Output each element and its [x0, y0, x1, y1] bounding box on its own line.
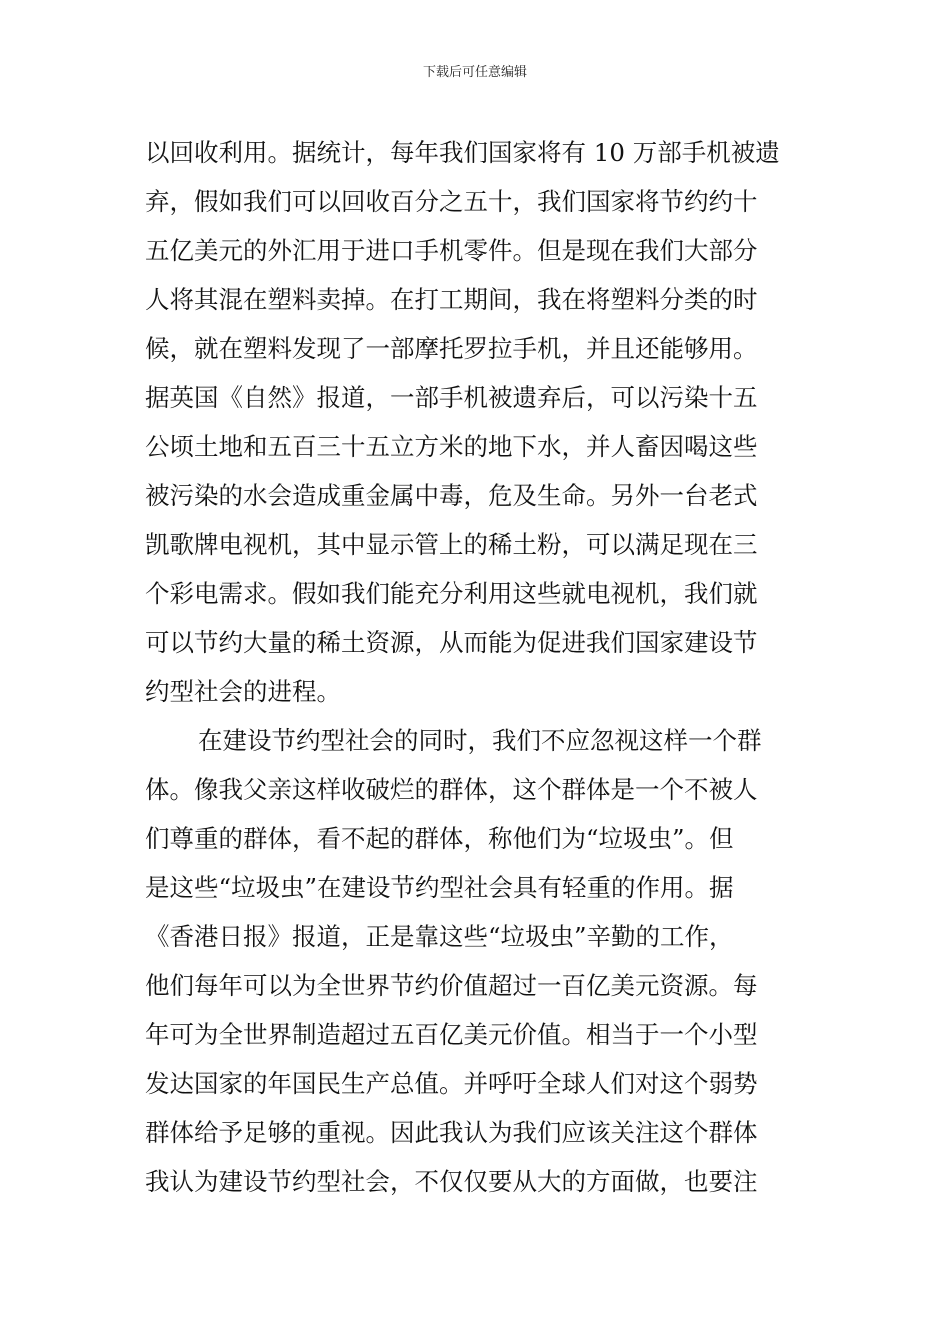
- text-line: 五亿美元的外汇用于进口手机零件。但是现在我们大部分: [145, 236, 758, 265]
- text-line: 他们每年可以为全世界节约价值超过一百亿美元资源。每: [145, 971, 758, 1000]
- text-line: 是这些“垃圾虫”在建设节约型社会具有轻重的作用。据: [145, 873, 734, 902]
- text-line: 以回收利用。据统计，每年我们国家将有 10 万部手机被遗: [145, 138, 780, 167]
- text-line: 体。像我父亲这样收破烂的群体，这个群体是一个不被人: [145, 775, 758, 804]
- text-line: 被污染的水会造成重金属中毒，危及生命。另外一台老式: [145, 481, 758, 510]
- text-line: 候，就在塑料发现了一部摩托罗拉手机，并且还能够用。: [145, 334, 758, 363]
- text-line: 可以节约大量的稀土资源，从而能为促进我们国家建设节: [145, 628, 758, 657]
- page-header: 下载后可任意编辑: [422, 65, 527, 80]
- paragraph-2: [145, 716, 809, 1206]
- text-line: 年可为全世界制造超过五百亿美元价值。相当于一个小型: [145, 1020, 758, 1049]
- text-line: 群体给予足够的重视。因此我认为我们应该关注这个群体: [145, 1118, 758, 1147]
- text-line: 人将其混在塑料卖掉。在打工期间，我在将塑料分类的时: [145, 285, 758, 314]
- document-body: [145, 128, 809, 1206]
- paragraph-1: [145, 128, 809, 716]
- text-line: 们尊重的群体，看不起的群体，称他们为“垃圾虫”。但: [145, 824, 734, 853]
- text-line: 在建设节约型社会的同时，我们不应忽视这样一个群: [198, 726, 762, 755]
- text-line: 凯歌牌电视机，其中显示管上的稀土粉，可以满足现在三: [145, 530, 758, 559]
- text-line: 发达国家的年国民生产总值。并呼吁全球人们对这个弱势: [145, 1069, 758, 1098]
- text-line: 个彩电需求。假如我们能充分利用这些就电视机，我们就: [145, 579, 758, 608]
- text-line: 弃，假如我们可以回收百分之五十，我们国家将节约约十: [145, 187, 758, 216]
- text-line: 我认为建设节约型社会，不仅仅要从大的方面做，也要注: [145, 1167, 758, 1196]
- text-line: 公顷土地和五百三十五立方米的地下水，并人畜因喝这些: [145, 432, 758, 461]
- text-line: 《香港日报》报道，正是靠这些“垃圾虫”辛勤的工作，: [145, 922, 734, 951]
- text-line: 约型社会的进程。: [145, 677, 341, 706]
- text-line: 据英国《自然》报道，一部手机被遗弃后，可以污染十五: [145, 383, 758, 412]
